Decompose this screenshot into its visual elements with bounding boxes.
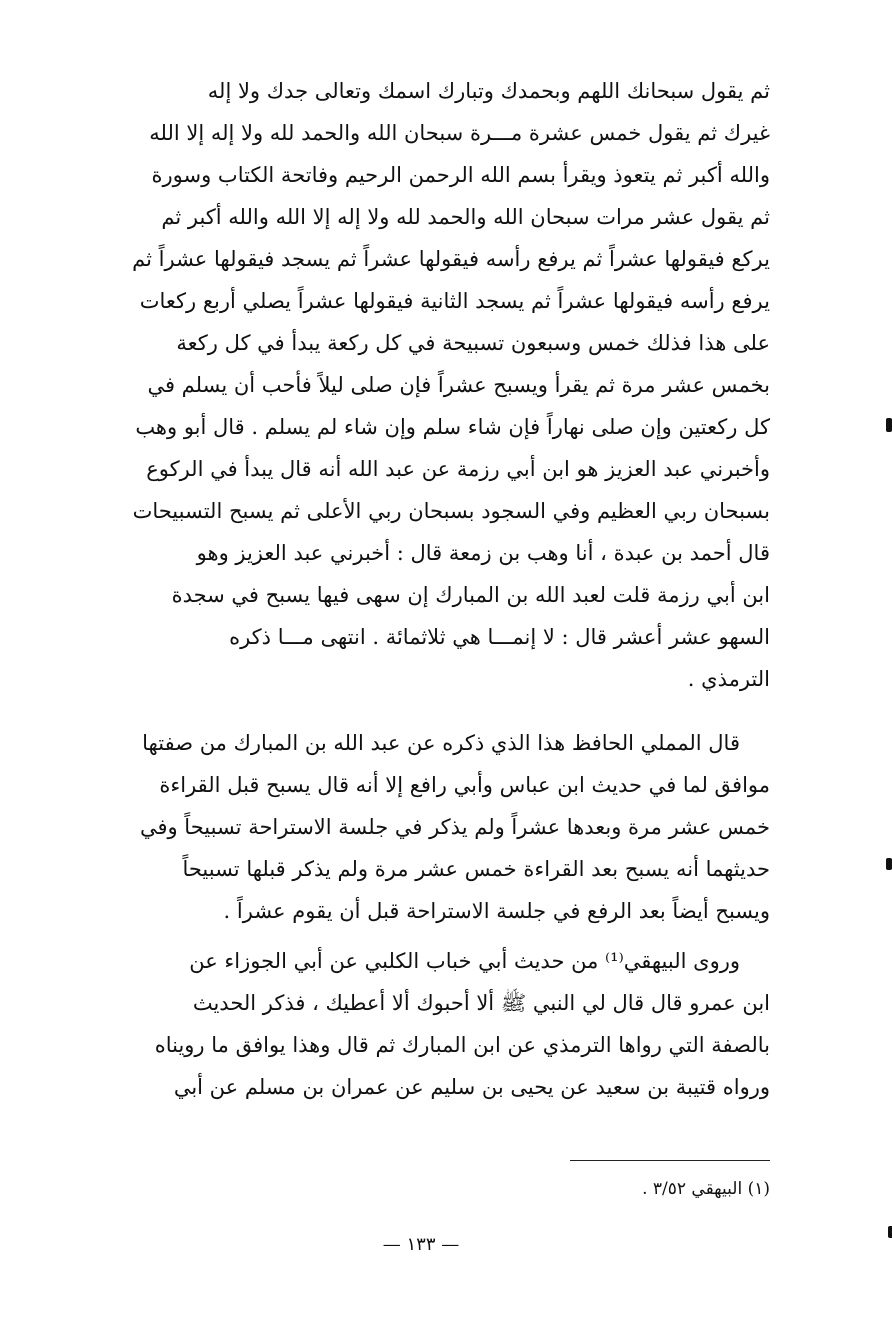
text-line: بخمس عشر مرة ثم يقرأ ويسبح عشراً فإن صلى ليلاً فأحب أن يسلم في <box>147 373 770 397</box>
text-line: على هذا فذلك خمس وسبعون تسبيحة في كل ركعة يبدأ في كل ركعة <box>176 331 770 355</box>
scan-edge-mark <box>886 418 892 432</box>
text-line: ابن عمرو قال قال لي النبي ﷺ ألا أحبوك ألا أعطيك ، فذكر الحديث <box>192 991 770 1015</box>
text-line: قال أحمد بن عبدة ، أنا وهب بن زمعة قال : أخبرني عبد العزيز وهو <box>196 541 770 565</box>
text-line: ابن أبي رزمة قلت لعبد الله بن المبارك إن سهى فيها يسبح في سجدة <box>171 583 770 607</box>
paragraph-3 <box>120 940 770 1108</box>
text-line: ثم يقول سبحانك اللهم وبحمدك وتبارك اسمك وتعالى جدك ولا إله <box>207 79 770 103</box>
text-line: وروى البيهقي⁽¹⁾ من حديث أبي خباب الكلبي عن أبي الجوزاء عن <box>189 949 740 973</box>
text-line: ورواه قتيبة بن سعيد عن يحيى بن سليم عن عمران بن مسلم عن أبي <box>173 1075 770 1099</box>
text-line: والله أكبر ثم يتعوذ ويقرأ بسم الله الرحمن الرحيم وفاتحة الكتاب وسورة <box>151 163 770 187</box>
text-line: يرفع رأسه فيقولها عشراً ثم يسجد الثانية فيقولها عشراً يصلي أربع ركعات <box>139 289 770 313</box>
text-line: قال المملي الحافظ هذا الذي ذكره عن عبد الله بن المبارك من صفتها <box>142 731 740 755</box>
text-line: ويسبح أيضاً بعد الرفع في جلسة الاستراحة قبل أن يقوم عشراً . <box>223 899 770 923</box>
text-line: الترمذي . <box>687 667 770 691</box>
text-line: السهو عشر أعشر قال : لا إنمـــا هي ثلاثمائة . انتهى مـــا ذكره <box>229 625 770 649</box>
text-line: كل ركعتين وإن صلى نهاراً فإن شاء سلم وإن شاء لم يسلم . قال أبو وهب <box>135 415 770 439</box>
page-number: — ١٣٣ — <box>382 1234 460 1255</box>
text-line: ثم يقول عشر مرات سبحان الله والحمد لله ولا إله إلا الله والله أكبر ثم <box>161 205 770 229</box>
footnote: (١) البيهقي ٣/٥٢ . <box>642 1179 770 1199</box>
text-line: وأخبرني عبد العزيز هو ابن أبي رزمة عن عبد الله أنه قال يبدأ في الركوع <box>146 457 770 481</box>
text-line: غيرك ثم يقول خمس عشرة مـــرة سبحان الله والحمد لله ولا إله إلا الله <box>149 121 770 145</box>
text-line: خمس عشر مرة وبعدها عشراً ولم يذكر في جلسة الاستراحة تسبيحاً وفي <box>139 815 770 839</box>
text-line: بسبحان ربي العظيم وفي السجود بسبحان ربي الأعلى ثم يسبح التسبيحات <box>132 499 770 523</box>
scan-edge-mark <box>886 858 892 870</box>
paragraph-2 <box>120 722 770 932</box>
text-line: حديثهما أنه يسبح بعد القراءة خمس عشر مرة ولم يذكر قبلها تسبيحاً <box>182 857 770 881</box>
text-line: يركع فيقولها عشراً ثم يرفع رأسه فيقولها عشراً ثم يسجد فيقولها عشراً ثم <box>132 247 770 271</box>
text-line: بالصفة التي رواها الترمذي عن ابن المبارك ثم قال وهذا يوافق ما رويناه <box>154 1033 770 1057</box>
paragraph-1 <box>120 70 770 700</box>
text-line: موافق لما في حديث ابن عباس وأبي رافع إلا أنه قال يسبح قبل القراءة <box>159 773 770 797</box>
footnote-separator <box>570 1160 770 1161</box>
scan-edge-mark <box>888 1226 892 1238</box>
